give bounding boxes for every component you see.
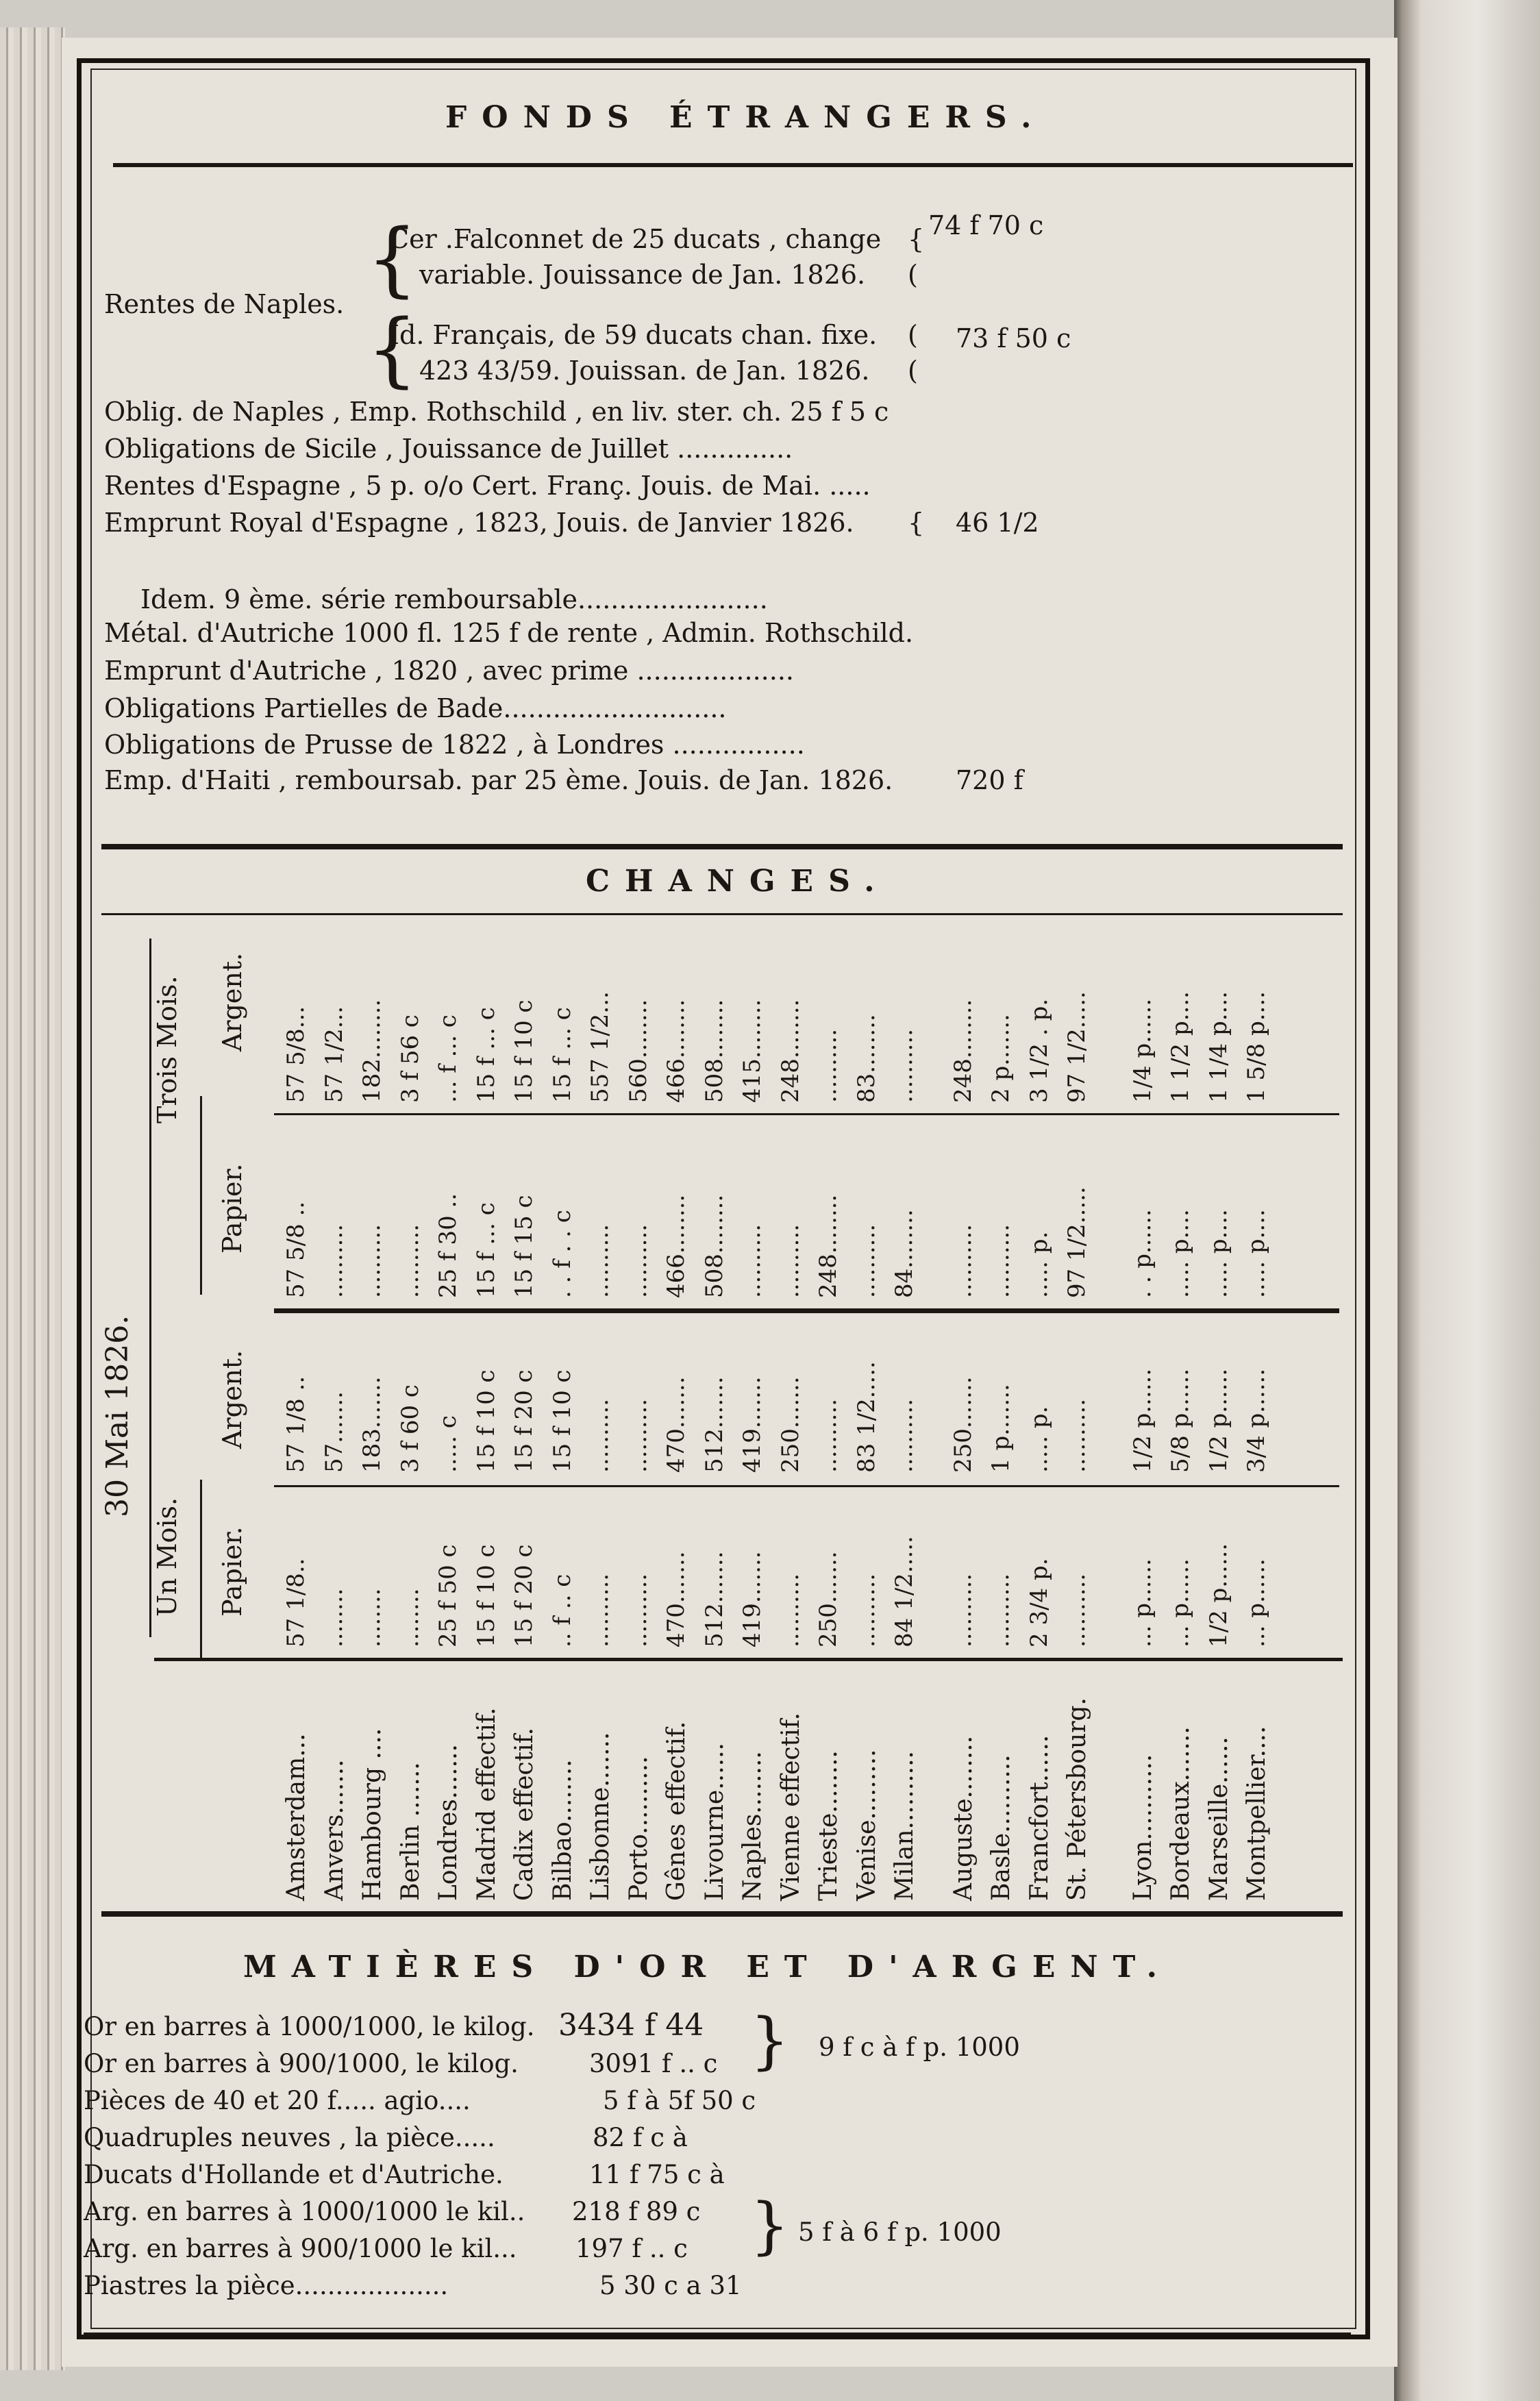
changes-value-um-a: 15 f 20 c [510, 1369, 538, 1473]
or-brace: } [750, 2005, 790, 2077]
changes-value-um-p: 57 1/8.. [282, 1558, 310, 1647]
changes-city: Naples........ [738, 1751, 767, 1901]
changes-value-um-a: 15 f 10 c [472, 1369, 500, 1473]
changes-value-tm-p: .......... [738, 1223, 766, 1298]
changes-value-um-p: 15 f 10 c [472, 1544, 500, 1647]
um-argent-header: Argent. [217, 1349, 247, 1449]
changes-value-tm-p: .......... [320, 1223, 348, 1298]
naples-brace-left: { [367, 211, 419, 306]
changes-value-um-p: ... p...... [1128, 1558, 1156, 1647]
changes-value-um-p: .......... [776, 1573, 804, 1647]
changes-sub-rule [274, 1485, 1339, 1487]
changes-value-tm-p: ..... p. [1025, 1231, 1053, 1298]
changes-value-tm-a: .......... [891, 1028, 918, 1103]
changes-value-um-a: 83 1/2..... [852, 1361, 880, 1473]
changes-value-um-a: 470....... [662, 1376, 690, 1473]
matieres-value: 11 f 75 c à [589, 2160, 725, 2189]
changes-value-tm-p: . . p...... [1128, 1209, 1156, 1298]
changes-value-um-p: 419....... [738, 1551, 766, 1647]
changes-value-tm-p: .......... [624, 1223, 652, 1298]
changes-city: Berlin ....... [396, 1762, 425, 1901]
changes-city: Montpellier.... [1243, 1726, 1271, 1901]
fonds-line: Métal. d'Autriche 1000 fl. 125 f de rente , Admin. Rothschild. [104, 618, 914, 648]
changes-value-tm-p: 248........ [815, 1194, 842, 1298]
changes-sub-rule [274, 1113, 1339, 1115]
arg-note: 5 f à 6 f p. 1000 [798, 2217, 1002, 2247]
changes-value-um-p: 470....... [662, 1551, 690, 1647]
changes-value-um-a: .......... [586, 1398, 614, 1473]
book-binding-edge [1394, 0, 1540, 2401]
changes-value-tm-p: 15 f 15 c [510, 1195, 538, 1298]
changes-value-tm-a: 57 5/8... [282, 1006, 310, 1103]
changes-bottom-rule [101, 1911, 1343, 1917]
naples-small-brace: ( [908, 356, 918, 386]
changes-value-tm-a: 182........ [358, 999, 386, 1103]
changes-title-rule [101, 913, 1343, 915]
matieres-label: Piastres la pièce................... [84, 2271, 449, 2300]
changes-city: Trieste........ [815, 1750, 843, 1901]
changes-city: Lyon........... [1128, 1754, 1157, 1901]
changes-value-tm-p: .......... [776, 1223, 804, 1298]
changes-value-tm-a: 557 1/2... [586, 991, 614, 1103]
changes-value-um-a: 250....... [949, 1376, 977, 1473]
changes-value-tm-p: . . f . . c [548, 1210, 576, 1298]
changes-value-um-a: 250....... [776, 1376, 804, 1473]
book-page-edges [0, 27, 65, 2370]
changes-value-tm-a: 97 1/2..... [1063, 991, 1091, 1103]
tm-argent-header: Argent. [217, 952, 247, 1052]
matieres-label: Pièces de 40 et 20 f..... agio.... [84, 2086, 471, 2115]
changes-value-um-p: ........ [358, 1588, 386, 1647]
trois-mois-header: Trois Mois. [152, 975, 182, 1123]
naples-line-3: Id. Français, de 59 ducats chan. fixe. [389, 320, 878, 350]
changes-bracket-line [149, 938, 151, 1637]
naples-line-2: variable. Jouissance de Jan. 1826. [419, 260, 866, 290]
changes-value-tm-p: 25 f 30 .. [434, 1193, 462, 1298]
changes-city: Bordeaux....... [1167, 1726, 1195, 1901]
changes-value-um-a: .......... [891, 1398, 918, 1473]
changes-value-tm-a: 415........ [738, 999, 766, 1103]
changes-value-tm-p: .......... [396, 1223, 424, 1298]
changes-value-um-p: ........ [396, 1588, 424, 1647]
changes-value-um-p: .......... [852, 1573, 880, 1647]
or-note: 9 f c à f p. 1000 [819, 2032, 1020, 2062]
changes-value-um-p: ........ [320, 1588, 348, 1647]
matieres-value: 3091 f .. c [589, 2049, 718, 2078]
changes-value-tm-p: 466........ [662, 1194, 690, 1298]
fonds-value: 720 f [956, 765, 1023, 795]
matieres-value: 3434 f 44 [558, 2008, 704, 2043]
matieres-value: 197 f .. c [575, 2234, 688, 2263]
changes-city: St. Pétersbourg. [1063, 1697, 1091, 1901]
naples-label: Rentes de Naples. [104, 289, 345, 319]
changes-value-um-p: 2 3/4 p. [1025, 1558, 1053, 1647]
fonds-line: Idem. 9 ème. série remboursable....................... [140, 584, 768, 614]
changes-value-um-p: .......... [949, 1573, 977, 1647]
changes-value-um-p: 512....... [700, 1551, 728, 1647]
changes-value-um-p: 250....... [815, 1551, 842, 1647]
changes-city: Anvers....... [320, 1759, 349, 1901]
fonds-line: Oblig. de Naples , Emp. Rothschild , en liv. ster. ch. 25 f 5 c [104, 397, 889, 427]
changes-value-um-p: 84 1/2..... [891, 1536, 918, 1647]
naples-small-brace: ( [908, 320, 918, 350]
changes-city: Lisbonne....... [586, 1732, 614, 1901]
changes-value-tm-a: 1 1/2 p.... [1167, 991, 1194, 1103]
changes-value-tm-p: 97 1/2..... [1063, 1186, 1091, 1298]
changes-value-tm-a: 1 5/8 p.... [1243, 991, 1270, 1103]
changes-value-um-p: .......... [624, 1573, 652, 1647]
naples-line-4: 423 43/59. Jouissan. de Jan. 1826. [419, 356, 870, 386]
page-bottom-rule [84, 2332, 1351, 2335]
fonds-line: Emprunt Royal d'Espagne , 1823, Jouis. de Janvier 1826. [104, 508, 854, 538]
changes-value-um-p: ... p...... [1167, 1558, 1194, 1647]
changes-value-um-a: .......... [624, 1398, 652, 1473]
changes-value-um-a: 57....... [320, 1391, 348, 1473]
changes-value-tm-p: .......... [358, 1223, 386, 1298]
changes-value-um-a: 1/2 p...... [1204, 1368, 1232, 1473]
changes-value-tm-p: 57 5/8 .. [282, 1201, 310, 1298]
changes-city: Vienne effectif. [776, 1712, 805, 1901]
changes-city: Cadix effectif. [510, 1727, 538, 1901]
changes-date: 30 Mai 1826. [100, 1315, 135, 1517]
changes-value-tm-p: ..... p.... [1243, 1209, 1270, 1298]
changes-value-tm-a: 2 p....... [987, 1014, 1015, 1103]
matieres-label: Ducats d'Hollande et d'Autriche. [84, 2160, 504, 2189]
changes-value-tm-a: 15 f ... c [472, 1007, 500, 1103]
changes-value-tm-a: ... f ... c [434, 1015, 462, 1103]
naples-brace-left: { [367, 301, 419, 396]
naples-value-1: 74 f 70 c [928, 210, 1044, 240]
fonds-line: Obligations de Prusse de 1822 , à Londres ................ [104, 730, 805, 760]
changes-city: Marseille...... [1204, 1737, 1233, 1901]
changes-value-tm-a: .......... [815, 1028, 842, 1103]
changes-value-tm-a: 560........ [624, 999, 652, 1103]
changes-city: Auguste........ [949, 1735, 978, 1901]
tm-papier-header: Papier. [217, 1163, 247, 1254]
changes-value-tm-a: 15 f ... c [548, 1007, 576, 1103]
changes-bracket-line [200, 1096, 202, 1295]
changes-value-um-p: .......... [987, 1573, 1015, 1647]
changes-value-um-a: ..... p. [1025, 1406, 1053, 1473]
fonds-title-rule [113, 163, 1353, 167]
changes-city: Basle.......... [987, 1754, 1015, 1901]
changes-top-rule [101, 844, 1343, 849]
changes-value-um-a: 3 f 60 c [396, 1384, 424, 1473]
changes-value-um-p: .......... [1063, 1573, 1091, 1647]
changes-value-tm-a: 508........ [700, 999, 728, 1103]
changes-value-um-a: .......... [815, 1398, 842, 1473]
fonds-value: 46 1/2 [956, 508, 1039, 538]
changes-value-tm-a: 57 1/2... [320, 1006, 348, 1103]
changes-value-tm-a: 1 1/4 p.... [1204, 991, 1232, 1103]
arg-brace: } [750, 2190, 790, 2262]
fonds-line: Rentes d'Espagne , 5 p. o/o Cert. Franç. Jouis. de Mai. ..... [104, 471, 871, 501]
naples-value-2: 73 f 50 c [956, 323, 1071, 353]
changes-value-um-p: 15 f 20 c [510, 1544, 538, 1647]
matieres-value: 5 f à 5f 50 c [603, 2086, 756, 2115]
changes-value-tm-a: 3 1/2 . p. [1025, 998, 1053, 1103]
changes-city: Livourne...... [700, 1743, 729, 1901]
matieres-label: Arg. en barres à 900/1000 le kil... [84, 2234, 517, 2263]
changes-city: Hambourg .... [358, 1728, 386, 1901]
changes-value-tm-a: 3 f 56 c [396, 1015, 424, 1103]
changes-value-tm-p: .......... [987, 1223, 1015, 1298]
fonds-line: Emp. d'Haiti , remboursab. par 25 ème. Jouis. de Jan. 1826. [104, 765, 893, 795]
changes-value-um-p: .. f .. c [548, 1573, 576, 1647]
changes-value-um-a: 512....... [700, 1376, 728, 1473]
changes-value-tm-p: 508........ [700, 1194, 728, 1298]
changes-value-tm-a: 248........ [776, 999, 804, 1103]
changes-bracket-line [200, 1480, 202, 1658]
changes-value-um-p: 25 f 50 c [434, 1544, 462, 1647]
changes-city: Amsterdam... [282, 1733, 310, 1901]
changes-city: Porto.......... [624, 1756, 653, 1901]
changes-value-tm-a: 466........ [662, 999, 690, 1103]
changes-value-um-a: 1/2 p...... [1128, 1368, 1156, 1473]
changes-value-um-a: 57 1/8 .. [282, 1376, 310, 1473]
changes-value-tm-p: ..... p.... [1167, 1209, 1194, 1298]
changes-value-um-p: 1/2 p...... [1204, 1543, 1232, 1647]
changes-value-tm-p: ..... p.... [1204, 1209, 1232, 1298]
changes-value-tm-p: 15 f ... c [472, 1202, 500, 1298]
matieres-label: Arg. en barres à 1000/1000 le kil.. [84, 2197, 525, 2226]
changes-city: Londres....... [434, 1744, 462, 1901]
fonds-line: Obligations Partielles de Bade........................... [104, 693, 727, 723]
changes-value-tm-p: 84........ [891, 1209, 918, 1298]
changes-value-tm-a: 15 f 10 c [510, 999, 538, 1103]
matieres-label: Quadruples neuves , la pièce..... [84, 2123, 495, 2152]
changes-value-um-a: 3/4 p...... [1243, 1368, 1270, 1473]
naples-small-brace: { [908, 224, 925, 254]
changes-city: Milan.......... [891, 1751, 919, 1901]
matieres-value: 82 f c à [593, 2123, 688, 2152]
fonds-line: Emprunt d'Autriche , 1820 , avec prime ................... [104, 656, 794, 686]
changes-value-tm-p: .......... [949, 1223, 977, 1298]
changes-value-um-p: ... p...... [1243, 1558, 1270, 1647]
changes-value-um-p: .......... [586, 1573, 614, 1647]
matieres-value: 218 f 89 c [572, 2197, 701, 2226]
matieres-label: Or en barres à 1000/1000, le kilog. [84, 2012, 535, 2041]
changes-city: Madrid effectif. [472, 1707, 501, 1901]
um-papier-header: Papier. [217, 1526, 247, 1617]
changes-value-um-a: 15 f 10 c [548, 1369, 576, 1473]
fonds-title: FONDS ÉTRANGERS. [445, 100, 1047, 135]
un-mois-header: Un Mois. [152, 1497, 182, 1617]
changes-mid-rule [274, 1308, 1339, 1313]
changes-city: Venise......... [852, 1749, 881, 1901]
changes-value-um-a: 5/8 p...... [1167, 1368, 1194, 1473]
changes-value-um-a: 419....... [738, 1376, 766, 1473]
changes-value-tm-p: .......... [586, 1223, 614, 1298]
fonds-line: Obligations de Sicile , Jouissance de Juillet .............. [104, 434, 793, 464]
matieres-value: 5 30 c a 31 [599, 2271, 742, 2300]
matieres-title: MATIÈRES D'OR ET D'ARGENT. [243, 1950, 1172, 1985]
changes-value-tm-a: 1/4 p...... [1128, 998, 1156, 1103]
changes-value-um-a: 183....... [358, 1376, 386, 1473]
changes-cities-rule [154, 1658, 1343, 1661]
matieres-label: Or en barres à 900/1000, le kilog. [84, 2049, 519, 2078]
changes-value-tm-a: 83........ [852, 1014, 880, 1103]
changes-value-tm-a: 248........ [949, 999, 977, 1103]
changes-value-um-a: ..... c [434, 1415, 462, 1473]
changes-value-um-a: 1 p....... [987, 1384, 1015, 1473]
naples-line-1: Cer .Falconnet de 25 ducats , change [389, 224, 882, 254]
fonds-small-brace: { [908, 508, 925, 538]
naples-small-brace: ( [908, 260, 918, 290]
changes-city: Francfort...... [1025, 1734, 1054, 1901]
changes-value-um-a: .......... [1063, 1398, 1091, 1473]
changes-city: Bilbao........ [548, 1759, 577, 1901]
changes-city: Gênes effectif. [662, 1721, 691, 1901]
changes-title: CHANGES. [586, 864, 890, 899]
changes-value-tm-p: .......... [852, 1223, 880, 1298]
